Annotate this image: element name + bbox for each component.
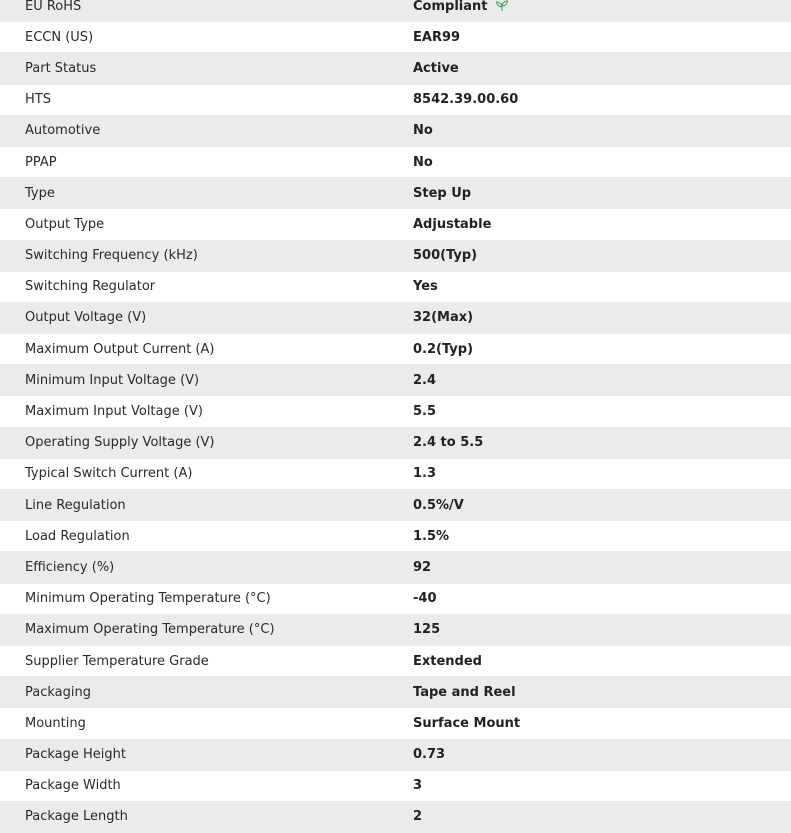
spec-value: EAR99 [413, 29, 461, 45]
spec-label: Part Status [25, 60, 97, 76]
spec-value: Extended [413, 653, 482, 669]
spec-row-part-status [0, 53, 791, 84]
spec-label: Minimum Operating Temperature (°C) [25, 591, 271, 607]
spec-value: 0.2(Typ) [413, 341, 474, 357]
spec-row-operating-supply-voltage [0, 428, 791, 459]
spec-value: 8542.39.00.60 [413, 92, 519, 108]
spec-label: Output Voltage (V) [25, 310, 147, 326]
spec-label: Maximum Input Voltage (V) [25, 404, 203, 420]
spec-row-ppap [0, 147, 791, 178]
spec-value: 500(Typ) [413, 248, 478, 264]
spec-label: Maximum Output Current (A) [25, 341, 215, 357]
spec-label: Automotive [25, 123, 101, 139]
spec-value: 125 [413, 622, 441, 638]
spec-label: EU RoHS [25, 0, 82, 14]
spec-value: Tape and Reel [413, 684, 516, 700]
spec-label: Operating Supply Voltage (V) [25, 435, 215, 451]
spec-value: 1.5% [413, 528, 450, 544]
spec-row-typical-switch-current [0, 459, 791, 490]
spec-row-switching-regulator [0, 272, 791, 303]
spec-value: -40 [413, 591, 437, 607]
spec-label: HTS [25, 92, 51, 108]
spec-value: 92 [413, 559, 432, 575]
spec-value: No [413, 154, 433, 170]
spec-row-line-regulation [0, 490, 791, 521]
spec-value: 32(Max) [413, 310, 474, 326]
spec-row-package-width [0, 771, 791, 802]
spec-label: Mounting [25, 715, 86, 731]
spec-value: 2 [413, 809, 423, 825]
spec-row-eccn [0, 22, 791, 53]
spec-value: Surface Mount [413, 715, 521, 731]
spec-row-min-operating-temperature [0, 584, 791, 615]
spec-row-eu-rohs [0, 0, 791, 22]
spec-value: 3 [413, 778, 423, 794]
spec-label: Supplier Temperature Grade [25, 653, 209, 669]
spec-value: 2.4 to 5.5 [413, 435, 484, 451]
spec-row-max-output-current [0, 334, 791, 365]
spec-label: Package Height [25, 747, 126, 763]
spec-value: 0.5%/V [413, 497, 464, 513]
spec-label: Maximum Operating Temperature (°C) [25, 622, 275, 638]
spec-value: Adjustable [413, 216, 492, 232]
spec-label: Packaging [25, 684, 91, 700]
spec-label: Load Regulation [25, 528, 130, 544]
spec-row-output-voltage [0, 303, 791, 334]
spec-value: 0.73 [413, 747, 446, 763]
spec-value: 5.5 [413, 404, 437, 420]
spec-row-automotive [0, 116, 791, 147]
spec-row-package-height [0, 740, 791, 771]
spec-value: Active [413, 60, 459, 76]
spec-row-max-operating-temperature [0, 615, 791, 646]
leaf-icon [495, 0, 509, 12]
spec-row-switching-frequency [0, 241, 791, 272]
spec-value: 2.4 [413, 372, 437, 388]
spec-row-hts [0, 85, 791, 116]
spec-label: Type [25, 185, 55, 201]
spec-label: Typical Switch Current (A) [25, 466, 193, 482]
spec-label: Line Regulation [25, 497, 126, 513]
spec-row-max-input-voltage [0, 396, 791, 427]
spec-label: Package Width [25, 778, 121, 794]
spec-label: PPAP [25, 154, 57, 170]
spec-row-type [0, 178, 791, 209]
spec-value: Compliant [413, 0, 488, 14]
spec-value: 1.3 [413, 466, 437, 482]
spec-value: No [413, 123, 433, 139]
spec-label: Efficiency (%) [25, 559, 115, 575]
spec-value-container [413, 0, 791, 14]
spec-label: Output Type [25, 216, 105, 232]
spec-row-load-regulation [0, 521, 791, 552]
spec-row-min-input-voltage [0, 365, 791, 396]
spec-row-mounting [0, 708, 791, 739]
spec-value: Step Up [413, 185, 472, 201]
spec-label: Package Length [25, 809, 128, 825]
spec-label: ECCN (US) [25, 29, 94, 45]
spec-label: Switching Frequency (kHz) [25, 248, 198, 264]
spec-row-packaging [0, 677, 791, 708]
spec-row-efficiency [0, 552, 791, 583]
spec-value: Yes [413, 279, 438, 295]
spec-label: Switching Regulator [25, 279, 156, 295]
spec-row-output-type [0, 209, 791, 240]
spec-row-package-length [0, 802, 791, 833]
spec-label: Minimum Input Voltage (V) [25, 372, 200, 388]
spec-row-supplier-temperature-grade [0, 646, 791, 677]
